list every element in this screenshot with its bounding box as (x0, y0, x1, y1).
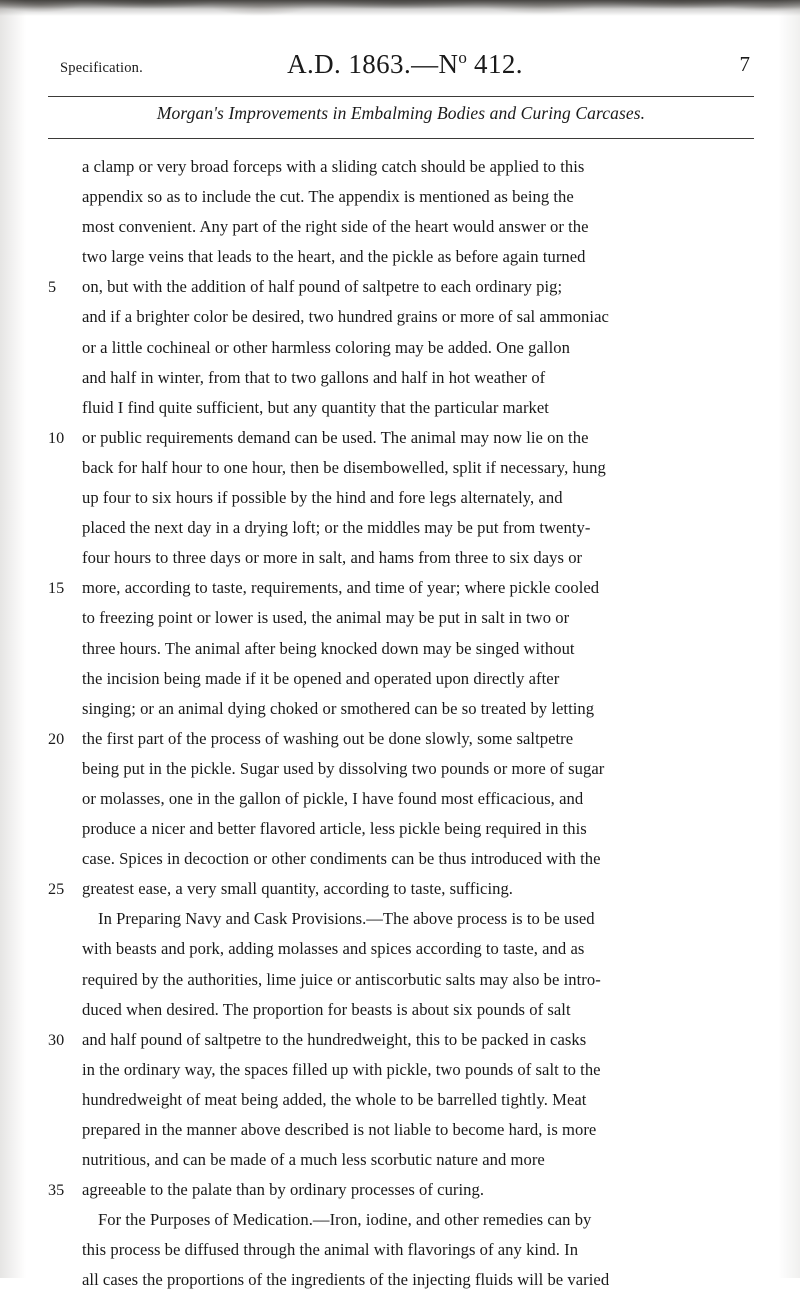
line-text: four hours to three days or more in salt, and hams from three to six days or (82, 548, 583, 568)
page-number: 7 (739, 52, 750, 76)
body-line (48, 724, 754, 754)
line-text: prepared in the manner above described is not liable to become hard, is more (82, 1120, 597, 1139)
body-line (48, 754, 754, 784)
line-text: produce a nicer and better flavored article, less pickle being required in this (82, 819, 587, 839)
line-text: or a little cochineal or other harmless coloring may be added. One gallon (82, 337, 570, 357)
line-text: and half in winter, from that to two gallons and half in hot weather of (82, 367, 546, 387)
body-line (48, 1085, 754, 1115)
running-head-title (60, 48, 750, 80)
line-text: For the Purposes of Medication.—Iron, iodine, and other remedies can by (98, 1210, 592, 1230)
running-head-number: 412. (474, 49, 523, 79)
line-text: the incision being made if it be opened and operated upon directly after (82, 668, 560, 688)
body-line (48, 152, 754, 182)
body-text (48, 152, 754, 1296)
body-line (48, 904, 754, 934)
line-text: this process be diffused through the animal with flavorings of any kind. In (82, 1240, 579, 1260)
body-line (48, 302, 754, 332)
line-text: all cases the proportions of the ingredients of the injecting fluids will be varied (82, 1270, 610, 1290)
running-head-ordinal: o (458, 48, 467, 67)
line-text: more, according to taste, requirements, and time of year; where pickle cooled (82, 578, 600, 598)
body-line (48, 1175, 754, 1205)
body-line (48, 423, 754, 453)
body-line (48, 995, 754, 1025)
body-line (48, 453, 754, 483)
page-title: Morgan's Improvements in Embalming Bodies and Curing Carcases. (156, 103, 646, 123)
body-line (48, 182, 754, 212)
body-line (48, 573, 754, 603)
rule-below-title (48, 138, 754, 139)
body-line (48, 1025, 754, 1055)
line-text: on, but with the addition of half pound of saltpetre to each ordinary pig; (82, 277, 563, 297)
scan-edge-artifact (0, 0, 800, 30)
page-left-shadow (0, 0, 26, 1278)
line-text: three hours. The animal after being knocked down may be singed without (82, 638, 575, 658)
running-head (60, 48, 750, 82)
body-line (48, 965, 754, 995)
line-text: and half pound of saltpetre to the hundredweight, this to be packed in casks (82, 1029, 587, 1049)
line-text: hundredweight of meat being added, the whole to be barrelled tightly. Meat (82, 1089, 587, 1109)
line-number: 15 (48, 579, 65, 598)
line-text: in the ordinary way, the spaces filled up with pickle, two pounds of salt to the (82, 1059, 601, 1079)
body-line (48, 934, 754, 964)
line-text: most convenient. Any part of the right side of the heart would answer or the (82, 217, 589, 237)
line-text: greatest ease, a very small quantity, according to taste, sufficing. (82, 879, 514, 899)
line-text: singing; or an animal dying choked or smothered can be so treated by letting (82, 698, 595, 718)
body-line (48, 1265, 754, 1295)
body-line (48, 242, 754, 272)
line-text: or public requirements demand can be used. The animal may now lie on the (82, 427, 589, 447)
line-text: nutritious, and can be made of a much less scorbutic nature and more (82, 1150, 545, 1170)
body-line (48, 603, 754, 633)
body-line (48, 874, 754, 904)
rule-above-title (48, 96, 754, 97)
line-text: case. Spices in decoction or other condiments can be thus introduced with the (82, 849, 601, 869)
line-text: back for half hour to one hour, then be disembowelled, split if necessary, hung (82, 457, 606, 477)
running-head-left-label: Specification. (60, 60, 143, 76)
line-text: duced when desired. The proportion for beasts is about six pounds of salt (82, 999, 571, 1019)
line-text: a clamp or very broad forceps with a sliding catch should be applied to this (82, 157, 585, 176)
line-number: 5 (48, 278, 57, 297)
line-text: fluid I find quite sufficient, but any quantity that the particular market (82, 397, 549, 417)
line-text: appendix so as to include the cut. The appendix is mentioned as being the (82, 187, 574, 207)
line-text: required by the authorities, lime juice or antiscorbutic salts may also be intro- (82, 969, 601, 989)
body-line (48, 363, 754, 393)
body-line (48, 1055, 754, 1085)
line-number: 30 (48, 1030, 65, 1049)
line-text: with beasts and pork, adding molasses and spices according to taste, and as (82, 939, 585, 959)
line-text: or molasses, one in the gallon of pickle, I have found most efficacious, and (82, 788, 584, 808)
body-line (48, 393, 754, 423)
body-line (48, 814, 754, 844)
line-text: up four to six hours if possible by the hind and fore legs alternately, and (82, 488, 563, 508)
body-line (48, 1205, 754, 1235)
body-line (48, 1145, 754, 1175)
body-line (48, 844, 754, 874)
line-text: In Preparing Navy and Cask Provisions.—The above process is to be used (98, 909, 595, 929)
line-number: 25 (48, 880, 65, 899)
body-line (48, 664, 754, 694)
line-number: 20 (48, 729, 65, 748)
line-text: and if a brighter color be desired, two hundred grains or more of sal ammoniac (82, 307, 609, 327)
body-line (48, 1235, 754, 1265)
body-line (48, 784, 754, 814)
line-number: 35 (48, 1181, 65, 1200)
line-text: being put in the pickle. Sugar used by dissolving two pounds or more of sugar (82, 758, 605, 778)
line-text: to freezing point or lower is used, the animal may be put in salt in two or (82, 608, 570, 628)
line-number: 10 (48, 428, 65, 447)
page-right-shadow (778, 0, 800, 1278)
body-line (48, 543, 754, 573)
line-text: placed the next day in a drying loft; or the middles may be put from twenty- (82, 518, 591, 538)
body-line (48, 272, 754, 302)
body-line (48, 1115, 754, 1145)
body-line (48, 694, 754, 724)
body-line (48, 634, 754, 664)
body-line (48, 483, 754, 513)
line-text: agreeable to the palate than by ordinary processes of curing. (82, 1180, 485, 1200)
body-line (48, 212, 754, 242)
line-text: the first part of the process of washing out be done slowly, some saltpetre (82, 728, 574, 748)
body-line (48, 333, 754, 363)
running-head-title-text: A.D. 1863.—N (287, 49, 459, 79)
body-line (48, 513, 754, 543)
line-text: two large veins that leads to the heart, and the pickle as before again turned (82, 247, 586, 267)
